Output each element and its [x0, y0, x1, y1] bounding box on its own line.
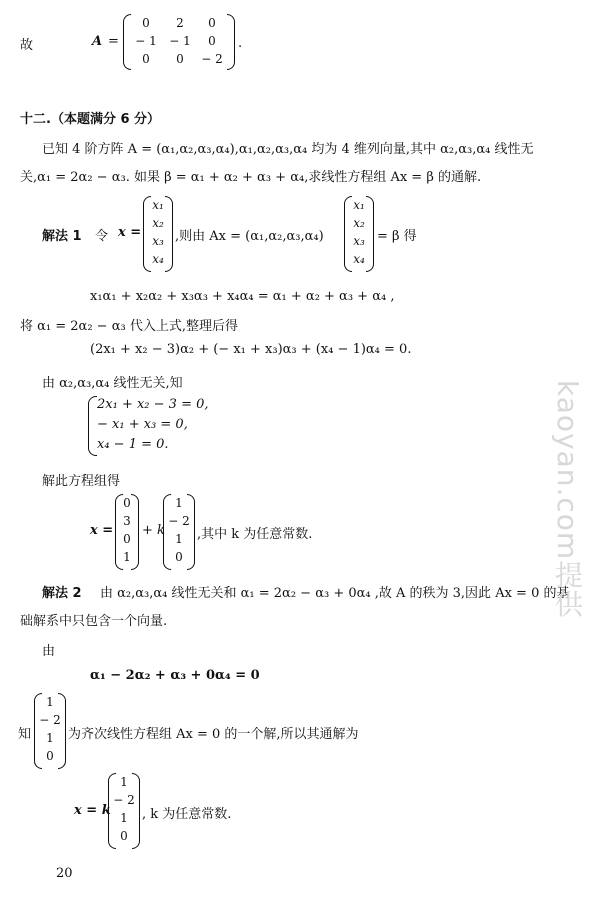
problem-line-2: 关,α₁ = 2α₂ − α₃. 如果 β = α₁ + α₂ + α₃ + α₄,求线性方程组 Ax = β 的通解. — [20, 170, 482, 185]
vector-entry: 1 — [46, 731, 54, 745]
vector-entry: x₃ — [152, 234, 164, 248]
vector-entry: 1 — [120, 775, 128, 789]
vector-entry: 0 — [123, 496, 131, 510]
solve-text: 解此方程组得 — [42, 474, 121, 489]
vector-entry: x₂ — [152, 216, 164, 230]
vector-entry: 0 — [46, 749, 54, 763]
beta-text: = β 得 — [377, 229, 417, 244]
watermark: kaoyan.com提供 — [551, 380, 584, 619]
vector-entry: x₂ — [353, 216, 365, 230]
general-vector — [108, 773, 140, 849]
solution-vector — [34, 693, 66, 769]
matrix-cell: 0 — [176, 52, 184, 66]
method2-after: 为齐次线性方程组 Ax = 0 的一个解,所以其通解为 — [68, 727, 359, 742]
matrix-cell: 0 — [208, 34, 216, 48]
vector-entry: 1 — [123, 550, 131, 564]
general-tail: , k 为任意常数. — [142, 807, 232, 822]
system-eq-2: − x₁ + x₃ = 0, — [97, 417, 188, 432]
matrix-name-A: A — [92, 34, 103, 49]
vector-entry: − 2 — [168, 514, 190, 528]
equation-1: x₁α₁ + x₂α₂ + x₃α₃ + x₄α₄ = α₁ + α₂ + α₃ + α₄ , — [90, 289, 395, 304]
vector-entry: 0 — [123, 532, 131, 546]
vector-entry: 0 — [120, 829, 128, 843]
vector-entry: x₁ — [353, 198, 365, 212]
vector-entry: x₄ — [152, 252, 164, 266]
matrix-cell: − 1 — [135, 34, 157, 48]
substitution-text: 将 α₁ = 2α₂ − α₃ 代入上式,整理后得 — [20, 319, 238, 334]
vector-entry: 3 — [123, 514, 131, 528]
vector-entry: − 2 — [39, 713, 61, 727]
then-text: ,则由 Ax = (α₁,α₂,α₃,α₄) — [175, 229, 324, 244]
vector-entry: 1 — [120, 811, 128, 825]
system-brace — [88, 396, 97, 456]
section-title: 十二.（本题满分 6 分） — [20, 112, 161, 127]
method1-label: 解法 1 — [42, 229, 82, 244]
system-eq-3: x₄ − 1 = 0. — [97, 437, 169, 452]
vector-entry: x₄ — [353, 252, 365, 266]
vector-entry: 1 — [175, 496, 183, 510]
dependence-equation: α₁ − 2α₂ + α₃ + 0α₄ = 0 — [90, 668, 260, 683]
x-vector — [143, 196, 173, 272]
particular-vector — [115, 494, 139, 570]
matrix-cell: 0 — [208, 16, 216, 30]
plus-k: + k — [142, 523, 165, 538]
homogeneous-vector — [163, 494, 195, 570]
matrix-cell: 0 — [142, 16, 150, 30]
independence-text: 由 α₂,α₃,α₄ 线性无关,知 — [42, 376, 183, 391]
x-vector-2 — [344, 196, 374, 272]
problem-line-1: 已知 4 阶方阵 A = (α₁,α₂,α₃,α₄),α₁,α₂,α₃,α₄ 均为 4 维列向量,其中 α₂,α₃,α₄ 线性无 — [42, 142, 534, 157]
x-equals: x = — [118, 225, 142, 240]
gu-text: 故 — [20, 38, 34, 53]
matrix-cell: 0 — [142, 52, 150, 66]
general-x: x = k — [74, 803, 111, 818]
method2-label: 解法 2 — [42, 586, 82, 601]
vector-entry: x₃ — [353, 234, 365, 248]
solution-tail: ,其中 k 为任意常数. — [197, 527, 313, 542]
vector-entry: x₁ — [152, 198, 164, 212]
matrix-cell: 2 — [176, 16, 184, 30]
matrix-A — [123, 14, 235, 70]
equation-2: (2x₁ + x₂ − 3)α₂ + (− x₁ + x₃)α₃ + (x₄ − 1)α₄ = 0. — [90, 342, 412, 357]
equals-sign: = — [108, 34, 119, 49]
system-eq-1: 2x₁ + x₂ − 3 = 0, — [97, 397, 209, 412]
matrix-cell: − 1 — [169, 34, 191, 48]
zhi-text: 知 — [18, 727, 32, 742]
vector-entry: 0 — [175, 550, 183, 564]
page-number: 20 — [56, 866, 73, 881]
method2-line-2: 础解系中只包含一个向量. — [20, 614, 168, 629]
vector-entry: 1 — [175, 532, 183, 546]
vector-entry: − 2 — [113, 793, 135, 807]
you-text: 由 — [42, 644, 56, 659]
period: . — [238, 36, 243, 51]
solution-x: x = — [90, 523, 114, 538]
vector-entry: 1 — [46, 695, 54, 709]
matrix-cell: − 2 — [201, 52, 223, 66]
method2-line-1: 由 α₂,α₃,α₄ 线性无关和 α₁ = 2α₂ − α₃ + 0α₄ ,故 A 的秩为 3,因此 Ax = 0 的基 — [100, 586, 570, 601]
ling-text: 令 — [95, 229, 109, 244]
